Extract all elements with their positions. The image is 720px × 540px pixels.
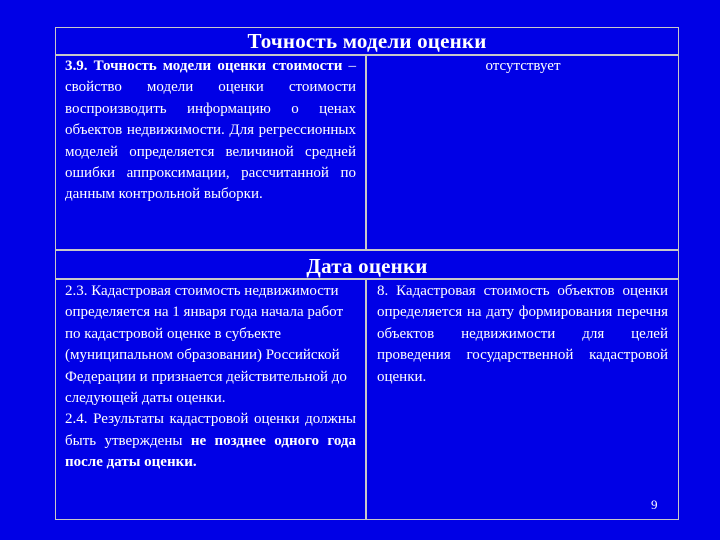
clause-8: 8. Кадастровая стоимость объектов оценки определяется на дату формирования перечня объектов недвижимости для целей проведения государственной кадастровой оценки.	[377, 283, 668, 385]
accuracy-definition-cell	[65, 56, 356, 206]
section-title-accuracy: Точность модели оценки	[247, 29, 487, 53]
accuracy-absent-text: отсутствует	[485, 58, 561, 74]
clause-2-3: 2.3. Кадастровая стоимость недвижимости определяется на 1 января года начала работ по кадастровой оценке в субъекте (муниципальном образовании) Российской Федерации и признается действительной до следующей даты оценки.	[65, 283, 347, 407]
divider	[365, 278, 367, 520]
page-number: 9	[651, 497, 658, 512]
divider	[55, 249, 679, 251]
valuation-date-left-cell	[65, 281, 356, 474]
accuracy-definition: – свойство модели оценки стоимости воспроизводить информацию о ценах объектов недвижимости. Для регрессионных моделей определяется величиной средней ошибки аппроксимации, рассчитанной по данным контрольной выборки.	[65, 58, 357, 203]
divider	[55, 278, 679, 280]
section-title-valuation-date: Дата оценки	[306, 254, 428, 278]
divider	[365, 54, 367, 249]
clause-2-4-text: 2.4. Результаты кадастровой оценки должны быть утверждены	[65, 411, 356, 449]
accuracy-term: 3.9. Точность модели оценки стоимости	[65, 58, 343, 74]
clause-2-4-deadline: не позднее одного года после даты оценки.	[65, 432, 356, 471]
